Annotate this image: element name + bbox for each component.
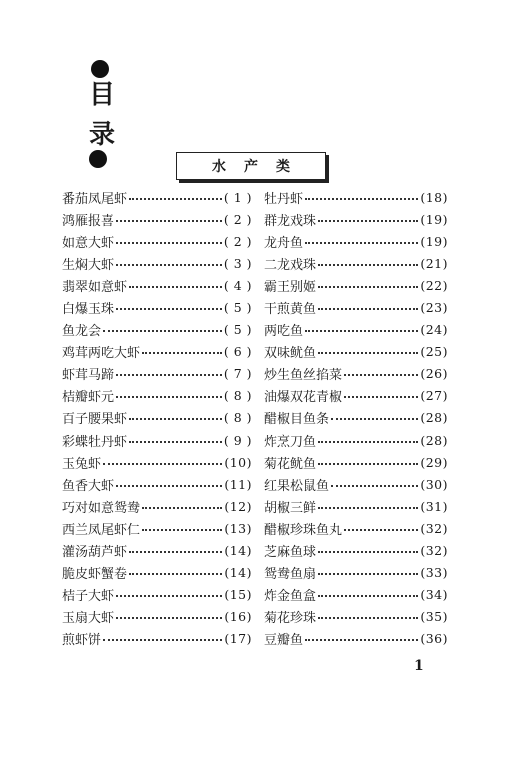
toc-entry-title: 炸金鱼盒 [264, 589, 317, 605]
toc-entry-page: (19) [420, 233, 448, 249]
leader-dots [142, 352, 222, 354]
leader-dots [344, 396, 418, 398]
page-number: 1 [414, 658, 424, 674]
toc-entry[interactable] [62, 540, 252, 562]
leader-dots [305, 242, 418, 244]
toc-entry-title: 菊花珍珠 [264, 611, 317, 627]
toc-entry-page: (11) [224, 476, 252, 492]
toc-entry-title: 翡翠如意虾 [62, 279, 128, 295]
leader-dots [116, 220, 222, 222]
toc-entry-title: 豆瓣鱼 [264, 633, 304, 649]
toc-entry[interactable] [264, 517, 448, 539]
toc-entry-page: (33) [420, 565, 448, 581]
toc-entry-title: 鸿雁报喜 [62, 213, 115, 229]
toc-entry-title: 炸烹刀鱼 [264, 434, 317, 450]
toc-entry-title: 双味鱿鱼 [264, 346, 317, 362]
toc-entry-page: (21) [420, 255, 448, 271]
toc-entry[interactable] [62, 363, 252, 385]
toc-entry[interactable] [62, 429, 252, 451]
leader-dots [344, 374, 418, 376]
toc-entry-page: ( 8 ) [223, 410, 252, 426]
leader-dots [129, 198, 222, 200]
toc-entry[interactable] [264, 451, 448, 473]
leader-dots [116, 595, 222, 597]
toc-entry[interactable] [62, 517, 252, 539]
toc-entry[interactable] [62, 473, 252, 495]
toc-entry[interactable] [62, 274, 252, 296]
toc-entry-page: (15) [224, 587, 252, 603]
leader-dots [103, 463, 222, 465]
leader-dots [318, 507, 418, 509]
leader-dots [318, 308, 418, 310]
toc-entry-page: ( 2 ) [223, 211, 252, 227]
leader-dots [318, 441, 418, 443]
toc-entry-title: 红果松鼠鱼 [264, 478, 330, 494]
toc-entry-page: (24) [420, 322, 448, 338]
toc-entry[interactable] [62, 208, 252, 230]
toc-entry[interactable] [264, 385, 448, 407]
toc-entry[interactable] [264, 429, 448, 451]
leader-dots [103, 330, 222, 332]
toc-entry-page: (13) [224, 520, 252, 536]
heading-mu: 目 [89, 80, 116, 110]
toc-entry-page: (19) [420, 211, 448, 227]
toc-entry-page: ( 6 ) [223, 344, 252, 360]
toc-entry-page: (25) [420, 344, 448, 360]
leader-dots [305, 198, 418, 200]
toc-entry[interactable] [62, 230, 252, 252]
toc-entry[interactable] [264, 584, 448, 606]
toc-entry[interactable] [264, 186, 448, 208]
toc-entry-title: 玉扇大虾 [62, 611, 115, 627]
bullet-dot-bottom [89, 150, 107, 168]
toc-entry-title: 番茄凤尾虾 [62, 191, 128, 207]
toc-entry-page: (12) [224, 498, 252, 514]
toc-entry[interactable] [264, 208, 448, 230]
leader-dots [318, 286, 418, 288]
toc-entry-page: ( 2 ) [223, 233, 252, 249]
toc-entry[interactable] [264, 230, 448, 252]
toc-entry-title: 霸王别姬 [264, 279, 317, 295]
toc-entry[interactable] [62, 341, 252, 363]
toc-entry-page: ( 9 ) [223, 432, 252, 448]
toc-entry-page: (16) [224, 609, 252, 625]
toc-entry[interactable] [62, 186, 252, 208]
toc-entry-page: ( 4 ) [223, 277, 252, 293]
toc-entry-title: 西兰凤尾虾仁 [62, 522, 141, 538]
toc-entry-title: 巧对如意鸳鸯 [62, 500, 141, 516]
toc-entry-title: 胡椒三鲜 [264, 500, 317, 516]
toc-entry-title: 干煎黄鱼 [264, 302, 317, 318]
leader-dots [129, 551, 222, 553]
toc-entry-page: (36) [420, 631, 448, 647]
leader-dots [331, 418, 418, 420]
toc-entry-title: 炒生鱼丝掐菜 [264, 368, 343, 384]
toc-left-column [62, 186, 252, 650]
toc-entry[interactable] [264, 341, 448, 363]
toc-entry-title: 醋椒目鱼条 [264, 412, 330, 428]
toc-entry-page: (32) [420, 520, 448, 536]
toc-entry-title: 桔子大虾 [62, 589, 115, 605]
toc-entry-title: 虾茸马蹄 [62, 368, 115, 384]
leader-dots [142, 529, 222, 531]
heading-lu: 录 [89, 120, 116, 150]
toc-entry-page: (18) [420, 189, 448, 205]
leader-dots [331, 485, 418, 487]
toc-entry-title: 玉兔虾 [62, 456, 102, 472]
toc-entry[interactable] [62, 407, 252, 429]
toc-entry-page: ( 8 ) [223, 388, 252, 404]
toc-entry-title: 群龙戏珠 [264, 213, 317, 229]
toc-entry-title: 油爆双花青椒 [264, 390, 343, 406]
toc-entry-title: 鸳鸯鱼扇 [264, 567, 317, 583]
toc-entry-page: ( 1 ) [223, 189, 252, 205]
toc-entry-page: (27) [420, 388, 448, 404]
toc-entry-title: 二龙戏珠 [264, 257, 317, 273]
leader-dots [318, 220, 418, 222]
toc-entry-title: 牡丹虾 [264, 191, 304, 207]
toc-entry-title: 灌汤葫芦虾 [62, 545, 128, 561]
toc-entry[interactable] [264, 296, 448, 318]
leader-dots [116, 374, 222, 376]
toc-right-column [264, 186, 448, 650]
toc-entry-title: 脆皮虾蟹卷 [62, 567, 128, 583]
toc-entry-page: (28) [420, 432, 448, 448]
leader-dots [318, 463, 418, 465]
toc-entry-page: (30) [420, 476, 448, 492]
leader-dots [129, 441, 222, 443]
toc-entry-page: (32) [420, 543, 448, 559]
leader-dots [129, 418, 222, 420]
toc-entry-page: (26) [420, 366, 448, 382]
toc-entry[interactable] [264, 363, 448, 385]
leader-dots [305, 330, 418, 332]
leader-dots [318, 617, 418, 619]
toc-entry-page: (35) [420, 609, 448, 625]
toc-entry-page: ( 3 ) [223, 255, 252, 271]
toc-entry-title: 百子腰果虾 [62, 412, 128, 428]
toc-entry-page: (28) [420, 410, 448, 426]
leader-dots [318, 573, 418, 575]
toc-entry[interactable] [62, 495, 252, 517]
toc-entry-page: ( 5 ) [223, 300, 252, 316]
bullet-dot-top [91, 60, 109, 78]
leader-dots [103, 639, 222, 641]
toc-entry-page: (22) [420, 277, 448, 293]
toc-entry[interactable] [264, 407, 448, 429]
leader-dots [318, 551, 418, 553]
toc-entry[interactable] [62, 319, 252, 341]
toc-entry-title: 鱼香大虾 [62, 478, 115, 494]
toc-entry-title: 醋椒珍珠鱼丸 [264, 522, 343, 538]
leader-dots [318, 352, 418, 354]
toc-entry[interactable] [62, 252, 252, 274]
leader-dots [305, 639, 418, 641]
leader-dots [142, 507, 222, 509]
toc-entry-page: ( 7 ) [223, 366, 252, 382]
toc-entry[interactable] [264, 562, 448, 584]
toc-entry-page: (10) [224, 454, 252, 470]
toc-entry[interactable] [264, 473, 448, 495]
toc-entry[interactable] [62, 385, 252, 407]
section-title: 水产类 [176, 152, 326, 180]
leader-dots [318, 595, 418, 597]
toc-entry[interactable] [264, 319, 448, 341]
toc-entry-title: 龙舟鱼 [264, 235, 304, 251]
toc-entry-page: (14) [224, 565, 252, 581]
toc-entry[interactable] [264, 606, 448, 628]
toc-entry[interactable] [62, 562, 252, 584]
toc-entry[interactable] [62, 606, 252, 628]
leader-dots [116, 308, 222, 310]
toc-entry[interactable] [264, 628, 448, 650]
toc-entry[interactable] [62, 451, 252, 473]
toc-entry[interactable] [62, 584, 252, 606]
toc-entry-title: 芝麻鱼球 [264, 545, 317, 561]
leader-dots [116, 617, 222, 619]
toc-entry-title: 煎虾饼 [62, 633, 102, 649]
toc-entry-title: 鱼龙会 [62, 324, 102, 340]
leader-dots [318, 264, 418, 266]
toc-entry-title: 如意大虾 [62, 235, 115, 251]
leader-dots [116, 485, 222, 487]
leader-dots [129, 573, 222, 575]
toc-entry-title: 菊花鱿鱼 [264, 456, 317, 472]
toc-entry-title: 生焖大虾 [62, 257, 115, 273]
toc-entry-page: ( 5 ) [223, 322, 252, 338]
leader-dots [116, 242, 222, 244]
toc-entry-page: (23) [420, 300, 448, 316]
toc-entry-title: 鸡茸两吃大虾 [62, 346, 141, 362]
toc-entry[interactable] [264, 274, 448, 296]
leader-dots [116, 396, 222, 398]
toc-entry-page: (17) [224, 631, 252, 647]
toc-entry-title: 彩蝶牡丹虾 [62, 434, 128, 450]
toc-entry-page: (31) [420, 498, 448, 514]
toc-entry-title: 两吃鱼 [264, 324, 304, 340]
toc-entry-title: 白爆玉珠 [62, 302, 115, 318]
toc-entry[interactable] [264, 252, 448, 274]
toc-entry-title: 桔瓣虾元 [62, 390, 115, 406]
toc-entry[interactable] [264, 540, 448, 562]
toc-entry-page: (29) [420, 454, 448, 470]
toc-entry[interactable] [62, 296, 252, 318]
toc-entry-page: (34) [420, 587, 448, 603]
toc-entry[interactable] [264, 495, 448, 517]
toc-entry[interactable] [62, 628, 252, 650]
leader-dots [116, 264, 222, 266]
toc-entry-page: (14) [224, 543, 252, 559]
leader-dots [344, 529, 418, 531]
leader-dots [129, 286, 222, 288]
